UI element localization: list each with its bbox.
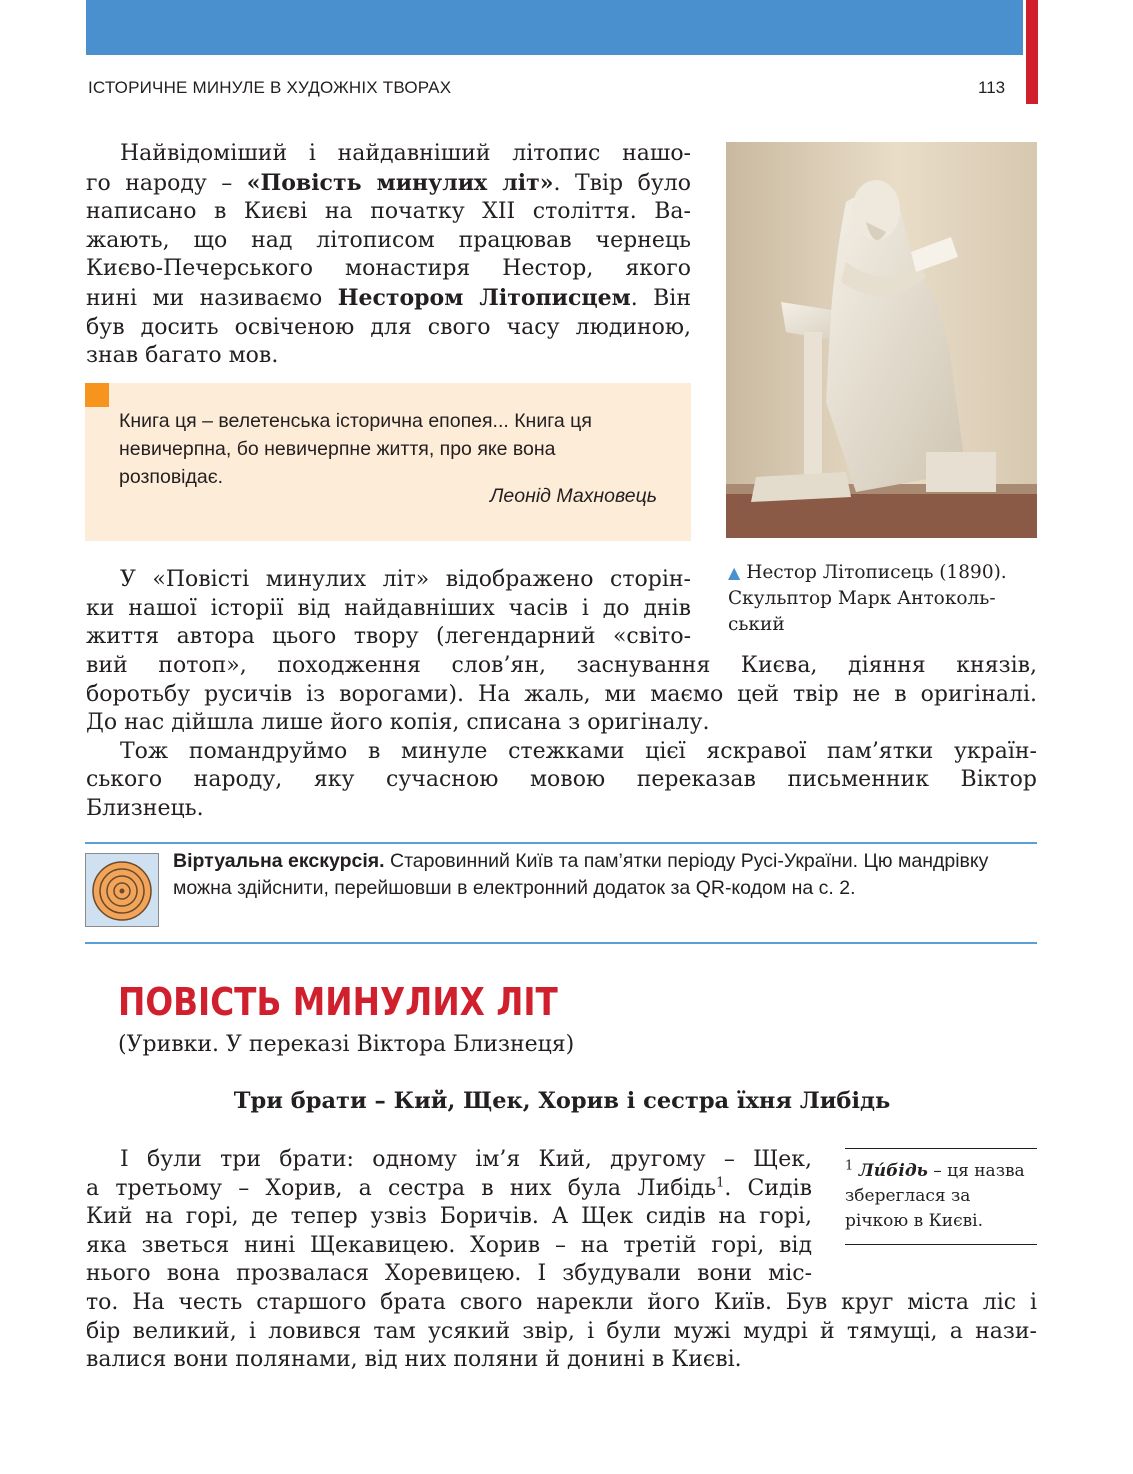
top-color-bar <box>86 0 1023 55</box>
quote-box <box>85 383 691 541</box>
footnote-ref: 1 <box>716 1175 725 1191</box>
quote-author: Леонід Махновець <box>490 485 657 507</box>
intro-line: написано в Києві на початку XII століття. Ва- <box>86 199 691 225</box>
section-heading: Три брати – Кий, Щек, Хорив і сестра їхня Либідь <box>233 1088 891 1114</box>
body-line: ського народу, яку сучасною мовою переказав письменник Віктор <box>86 767 1037 793</box>
caption-line: Нестор Літописець (1890). <box>746 562 1007 583</box>
disc-icon-graphic <box>86 854 158 926</box>
statue-illustration <box>726 142 1037 538</box>
work-subtitle: (Уривки. У переказі Віктора Близнеця) <box>118 1032 575 1057</box>
body-line: Тож помандруймо в минуле стежками цієї яскравої пам’ятки україн- <box>120 738 1037 764</box>
story-line: то. На честь старшого брата свого нарекли його Київ. Був круг міста ліс і <box>86 1290 1037 1315</box>
figure-caption <box>728 560 1038 638</box>
body-paragraph-wide <box>86 652 1037 824</box>
story-line: валися вони полянами, від них поляни й донині в Києві. <box>86 1347 742 1373</box>
orange-square-marker <box>85 383 109 407</box>
intro-line: Києво-Печерського монастиря Нестор, якого <box>86 256 691 282</box>
intro-line: був досить освіченою для свого часу людиною, <box>86 314 691 340</box>
story-paragraph-wide <box>86 1289 1037 1375</box>
sculpture-photo <box>726 142 1037 538</box>
body-line: У «Повісті минулих літ» відображено сторін- <box>120 567 691 592</box>
story-line: Кий на горі, де тепер узвіз Боричів. А Щек сидів на горі, <box>86 1204 812 1230</box>
red-edge-marker <box>1026 0 1038 104</box>
quote-text: Книга ця – велетенська історична епопея... Книга ця невичерпна, бо невичерпне життя, про яке вона розповідає. <box>119 410 592 488</box>
footnote-text <box>845 1159 1037 1234</box>
story-paragraph-narrow <box>86 1146 812 1289</box>
virtual-tour-label: Віртуальна екскурсія. <box>173 850 385 872</box>
footnote-definition: – ця назва збереглася за річкою в Києві. <box>845 1161 1025 1231</box>
story-line: яка зветься нині Щекавицею. Хорив – на третій горі, від <box>86 1232 812 1258</box>
intro-line: Найвідоміший і найдавніший літопис нашо- <box>120 141 691 166</box>
body-line: вий потоп», походження слов’ян, заснування Києва, діяння князів, <box>86 653 1037 678</box>
body-paragraph-narrow <box>86 566 691 652</box>
intro-line: нині ми називаємо <box>86 285 323 311</box>
running-title: ІСТОРИЧНЕ МИНУЛЕ В ХУДОЖНІХ ТВОРАХ <box>88 78 452 97</box>
story-line: . Сидів <box>724 1175 813 1201</box>
page-number: 113 <box>978 78 1006 97</box>
intro-paragraph <box>86 140 691 371</box>
virtual-tour-description: Старовинний Київ та пам’ятки періоду Русі-України. Цю мандрівку можна здійснити, перейшовши в електронний додаток за QR-кодом на с. 2. <box>173 850 989 899</box>
disc-icon <box>85 853 159 927</box>
work-title: ПОВІСТЬ МИНУЛИХ ЛІТ <box>118 980 558 1024</box>
story-line: нього вона прозвалася Хоревицею. І збудували вони міс- <box>86 1261 812 1287</box>
footnote-term: Ли́бідь <box>858 1161 928 1181</box>
body-line: До нас дійшла лише його копія, списана з оригіналу. <box>86 710 710 736</box>
body-line: життя автора цього твору (легендарний «світо- <box>86 624 691 650</box>
triangle-marker-icon: ▲ <box>728 563 741 582</box>
intro-line: го народу – <box>86 170 233 196</box>
intro-line: знав багато мов. <box>86 343 279 369</box>
body-line: Близнець. <box>86 795 204 821</box>
body-line: боротьбу русичів із ворогами). На жаль, ми маємо цей твір не в оригіналі. <box>86 681 1037 707</box>
footnote-number: 1 <box>845 1158 854 1174</box>
intro-line: . Твір було <box>553 170 691 196</box>
intro-line: жають, що над літописом працював чернець <box>86 227 691 253</box>
virtual-tour-box <box>85 842 1037 944</box>
caption-line: Скульптор Марк Антоколь- <box>728 588 996 609</box>
story-line: бір великий, і ловився там усякий звір, і були мужі мудрі й тямущі, а нази- <box>86 1318 1037 1344</box>
work-title-inline: «Повість минулих літ» <box>246 169 554 196</box>
intro-line: . Він <box>630 285 691 311</box>
story-line: а третьому – Хорив, а сестра в них була Либідь <box>86 1175 717 1201</box>
virtual-tour-text <box>173 848 1033 901</box>
body-line: ки нашої історії від найдавніших часів і до днів <box>86 595 691 621</box>
author-name-inline: Нестором Літописцем <box>337 284 631 311</box>
caption-line: ський <box>728 614 785 635</box>
story-line: І були три брати: одному ім’я Кий, другому – Щек, <box>120 1147 812 1172</box>
footnote <box>845 1148 1037 1245</box>
